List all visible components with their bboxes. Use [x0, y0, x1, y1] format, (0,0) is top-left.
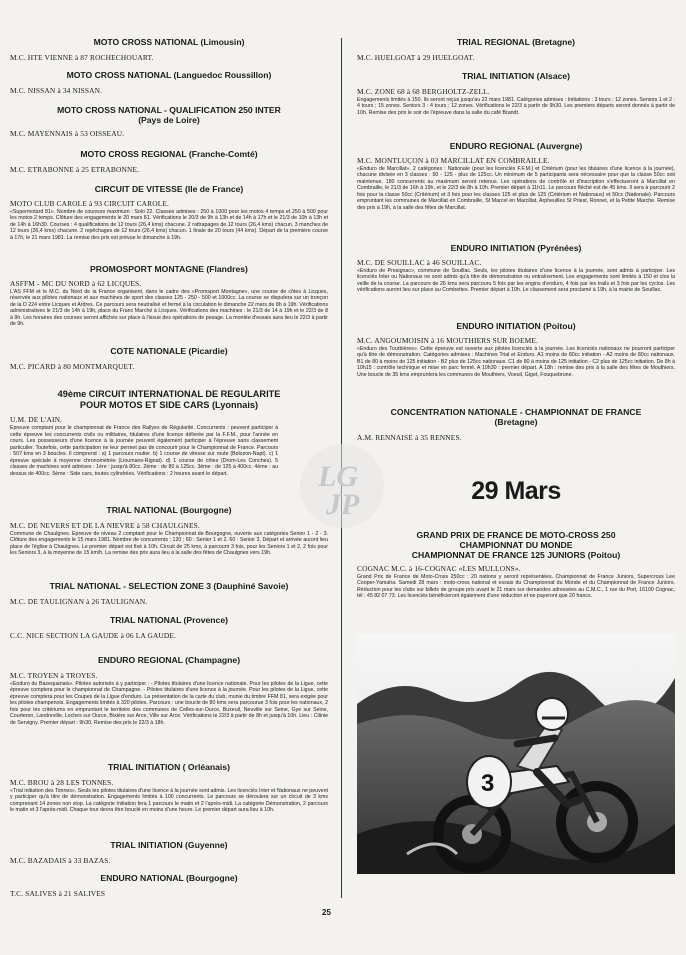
event-organizer: M.C. MONTLUÇON à 03 MARCILLAT EN COMBRAILLE.: [357, 155, 550, 165]
event-organizer: M.C. TROYEN à TROYES.: [10, 670, 98, 680]
svg-text:LG: LG: [318, 460, 358, 493]
event-organizer: C.C. NICE SECTION LA GAUDE à 06 LA GAUDE.: [10, 630, 177, 640]
watermark-stamp: [296, 440, 388, 532]
event-enduro-initiation-pyrenees: [357, 244, 675, 294]
event-organizer: T.C. SALIVES à 21 SALIVES: [10, 888, 106, 898]
event-cote-nationale: [10, 347, 328, 372]
event-moto-cross-regional: [10, 150, 328, 175]
motocross-rider-photo: [357, 634, 675, 874]
event-trial-national-bourgogne: [10, 506, 328, 557]
event-title: 49ème CIRCUIT INTERNATIONAL DE REGULARITE: [57, 389, 281, 399]
event-title: ENDURO REGIONAL (Champagne): [97, 655, 241, 665]
event-description: Epreuve comptant pour le championnat de France des Rallyes de Régularité. Concurrents : peuvent participer à cette épreuve les concurrents civils ou militaires, titulaires d'une licence délivrée par la F.F.M., pour l'année en cours. Les possesseurs d'une licence à la journée peuvent également participer à l'épreuve sans classement particulier. Toutefois, cette participation ne leur permet pas de concourir pour le Championnat de France. Parcours : 507 kms en 3 boucles. Il comprend : a) 1 parcours routier. b) 1 course de vitesse sur route (Bolozon-Napt). c) 1 épreuve spéciale à moyenne chronométrée (Lioumans-Rignat). d) 1 course de côtes (Drom-Les Conches). 5 classes de machines sont admises : 1ère : jusqu'à 80cc. 2ème : de 80 à 125cc. 3ème : de 125 à 400cc. 4ème : au dessus de 400cc. 5ème : Side cars, toutes cylindrées. Vérifications : 2 heures avant le départ.: [10, 425, 278, 477]
event-description: L'AS FFM et le M.C. du Nord de la France organisent, dans le cadre des «Promsport Montagne», une course de côtes à Licques, réservée aux pilotes nationaux et aux machines de sport des classes 125 - 250 - 500 et 1000cc. La course se disputera sur un tronçon de la D 224 entre Licques et Ardres. Ce parcours sera neutralisé et fermé à la circulation le dimanche 22 mars de 8h à 19h. Vérifications administratives le 21/3 de 14h à 19h, place du Franc Marché à Licques. Vérifications des machines : le 21/3 de 14 à 19h et le 22/3 de 8 à 9h. Les horaires des courses seront affichés sur place à l'issue des opérations de pesage. La montée d'essais aura lieu le 22/3 à partir de 9h.: [10, 288, 328, 328]
event-title: TRIAL NATIONAL (Bourgogne): [106, 505, 232, 515]
event-organizer: U.M. DE L'AIN.: [10, 415, 63, 425]
event-organizer: M.C. BROU à 28 LES TONNES.: [10, 777, 114, 787]
event-title: TRIAL INITIATION (Guyenne): [110, 840, 228, 850]
event-organizer: M.C. PICARD à 80 MONTMARQUET.: [10, 361, 135, 371]
event-title: TRIAL REGIONAL (Bretagne): [456, 37, 576, 47]
event-title: COTE NATIONALE (Picardie): [110, 346, 228, 356]
event-title: MOTO CROSS NATIONAL - QUALIFICATION 250 INTER: [57, 105, 281, 115]
event-organizer: M.C. ETRABONNE à 25 ETRABONNE.: [10, 164, 140, 174]
event-moto-cross-qualification: [10, 106, 328, 139]
event-organizer: M.C. NISSAN à 34 NISSAN.: [10, 85, 103, 95]
event-description: «Enduro des Tourbières». Cette épreuve est ouverte aux pilotes licenciés à la journée. Les licenciés nationaux ne pourront participer qu'à titre de démonstration. Catégories admises : Machines Trial et Enduro. A1 moins de 80cc initiation - A2 moins de 80cc nationaux. B1 de 80 à moins de 125 initiation - B2 plus de 125cc nationaux. C1 de 80 à moins de 125 initiation - C2 plus de 125cc initiation. De 8h à 10h15 : contrôle technique et mise en parc fermé. A 10h30 : premier départ. A 18h : remise des prix à la salle des fêtes de Mouthiers. Une boucle de 35 kms empruntera les communes de Mouthiers, Voeuil, Giget, Fouquebrune.: [357, 345, 675, 378]
event-subtitle: (Pays de Loire): [138, 114, 200, 125]
event-organizer: M.C. DE SOUILLAC à 46 SOUILLAC.: [357, 257, 482, 267]
event-trial-national-provence: [10, 616, 328, 641]
event-date-heading: 29 Mars: [471, 477, 561, 505]
event-title: CONCENTRATION NATIONALE - CHAMPIONNAT DE FRANCE: [390, 407, 642, 417]
page-number: 25: [322, 908, 331, 917]
event-subtitle: (Bretagne): [494, 416, 538, 427]
event-organizer: M.C. DE NEVERS ET DE LA NIEVRE à 58 CHAULGNES.: [10, 520, 200, 530]
event-title: ENDURO NATIONAL (Bourgogne): [100, 873, 238, 883]
event-title: MOTO CROSS NATIONAL (Limousin): [93, 37, 245, 47]
event-description: «Trial initiation des Tonnes». Seuls les pilotes titulaires d'une licence à la journée sont admis. Les licenciés Inter et Nationaux ne peuvent y participer qu'à titre de démonstration. Engagements limités à 100 concurrents. Le parcours se déroulera sur un circuit de 3 kms comprenant 14 zones non stop. La catégorie Initiation fera 1 parcours le matin et 2 l'après-midi. La catégorie Démonstration, 2 parcours le matin et 3 l'après-midi. Chaque tour devra être bouclé en moins d'une heure. Le premier départ aura lieu à 10h.: [10, 787, 328, 814]
event-description: Engagements limités à 150. Ils seront reçus jusqu'au 22 mars 1981. Catégories admises : Initiations : 3 tours ; 12 zones. Seniors 1 et 2 : 4 tours ; 15 zones. Seniors 3 : 4 tours ; 12 zones. Vérifications le 22/3 à partir de 9h30. Les premiers départs seront donnés à partir de 10h. Remise des prix le soir de l'épreuve dans la salle du café Brandt.: [357, 96, 675, 116]
event-description: «Enduro du Basequanais». Pilotes autorisés à y participer : - Pilotes titulaires d'une licence nationale. Pour les pilotes de la Ligue, cette épreuve comptera pour le championnat de Champagne. - Pilotes titulaires d'une licence à la journée. Pour les pilotes de la Ligue, cette épreuve comptera pour les Coupes de la Ligue d'enduro. La présentation de la carte du club, munie du timbre FFM 81, sera exigée pour les pilotes champenois. Engagements limités à 320 pilotes. Parcours : une boucle de 80 kms sera parcourue 3 fois pour les nationaux, 2 fois pour les critériums en empruntant le territoire des communes de Celles-sur-Ource, Buxeuil, Neuville sur Seine, Gye sur Seine, Courteron, Landreville, Loches sur Ource, Bixière sur Arce, Ville sur Arce. Vérifications le 22/3 à partir de 8h et jusqu'à 10h. Lieu : Cilinie de Servigny. Premier départ : 9h30. Remise des prix le 22/3 à 18h.: [10, 680, 328, 726]
event-title: ENDURO INITIATION (Pyrénées): [450, 243, 582, 253]
svg-text:JP: JP: [326, 488, 360, 521]
event-title: TRIAL INITIATION ( Orléanais): [108, 762, 230, 772]
event-description: «Enduro de Presignac», commune de Souillac. Seuls, les pilotes titulaires d'une licence à la journée, sont admis à participer. Les licenciés Inter ou Nationaux ne sont admis qu'à titre de démonstration ou entraînement. Les engagements sont limités à 150 et clos la veille de la course. La parcours de 26 kms sera parcouru 5 fois par les engins d'enduro, 4 fois par les trails et 3 fois par les cyclos. Les vérifications auront lieu sur place au Combettes. Premier départ à 10h. Le classement sera proclamé à 19h, à la mairie de Souillac.: [357, 267, 675, 294]
event-organizer: M.C. HTE VIENNE à 87 ROCHECHOUART.: [10, 52, 154, 62]
event-organizer: COGNAC M.C. à 16-COGNAC «LES MULLONS».: [357, 563, 521, 573]
event-title: ENDURO REGIONAL (Auvergne): [449, 141, 583, 151]
event-organizer: MOTO CLUB CAROLE à 93 CIRCUIT CAROLE.: [10, 198, 170, 208]
event-description: Commune de Chaulgnes. Epreuve de niveau 2 comptant pour le Championnat de Bourgogne, ouverte aux catégories Senior 1 - 2 - 3. Clôture des engagements le 15 mars 1981. Nombre de concurrents : 120 ; 60 : Senior 1 et 2. 60 : Senior 3. Départ et arrivée auront lieu place de l'église à Chaulgnes. Le premier départ est fixé à 10h. Circuit de 25 kms, à parcourir 3 fois, pour les Seniors 1 et 2, 2 fois pour les Seniors 3, à la moyenne de 15 km/h. La remise des prix aura lieu à la salle des fêtes de Chaulgnes vers 19h.: [10, 530, 328, 557]
event-organizer: M.C. DE TAULIGNAN à 26 TAULIGNAN.: [10, 596, 148, 606]
event-description: Grand Prix de France de Moto-Cross 250cc : 20 nations y seront représentées. Championnat de France Juniors, Supercross Lee Cooper-Yamaha. Samedi 28 mars : moto-cross national et essais du Championnat du Monde et du Championnat de France Juniors. Réduction pour les clubs sur billets de groupe prix avant le 21 mars sur demandes adressées au C.M.C., 1 rue du Port, 16100 Cognac, tél : 45 82 07 73. Les licenciés bénéficieront également d'une réduction et ne payeront que 20 francs.: [357, 573, 675, 599]
event-description: «Supermotard 81». Nombre de coureurs maximum : Solo 22. Classes admises : 250 à 1000 pour les motos 4 temps et 250 à 500 pour les motos 2 temps. Clôture des engagements le 20 mars 81. Vérifications le 20/3 de 9h à 13h et de 14h à 17h et le 21/3 de 10h à 13h et de 14h à 16h30. Courses : 4 qualifications de 12 tours (26,4 kms) chacune. 2 rattrapages de 12 tours (26,4 kms) chacun. 3 manches de 12 tours (26,4 kms) chacune. 2 repêchages de 12 tours (26,4 kms) chacun. 1 finale de 20 tours (44 kms). Départ de la première course à 17h, le 21 mars 1981. La remise des prix est prévue le dimanche à 19h.: [10, 208, 328, 241]
event-circuit-regularite: [10, 389, 328, 477]
event-title: ENDURO INITIATION (Poitou): [456, 321, 576, 331]
svg-text:3: 3: [481, 770, 495, 797]
event-organizer: M.C. HUELGOAT à 29 HUELGOAT.: [357, 52, 475, 62]
event-promosport-montagne: [10, 265, 328, 328]
event-enduro-regional-auvergne: [357, 142, 675, 211]
event-grand-prix-de-france: [357, 452, 675, 600]
event-subtitle: POUR MOTOS ET SIDE CARS (Lyonnais): [79, 399, 259, 410]
event-title: MOTO CROSS NATIONAL (Languedoc Roussillon): [66, 70, 272, 80]
event-moto-cross-limousin: [10, 38, 328, 63]
event-enduro-national-bourgogne: [10, 874, 328, 899]
event-description: «Enduro de Marcillat». 2 catégories : Nationale (pour les licenciés F.F.M.) et Critérium (pour les titulaires d'une licence à la journée), chacune divisée en 3 classes : 50 - 125 - plus de 125cc. Un minimum de 5 participants sera nécessaire pour que la classe 50cc soit maintenue. 180 concurrents au maximum seront retenus. Les opérations de contrôle et d'inscription s'effectueront à Marcillat en Combraille, le 21/3 de 16h à 19h, et le 22/3 de 8h à 10h. Premier départ à 11h11. Le parcours fléché est de 45 kms. Il sera à parcourir 2 fois pour la classe 50cc (Critérium) et 3 fois pour les classes 125 et plus de 125 (Critérium et Nationaux) et 50cc (Nationale). Parcours empruntant les communes de Marcillat en Combraille, St Marcel en Marcillat, Arpheuilles St Priest, Ronnet, et la Petite Marche. Remise des prix à 19h, à la salle des fêtes de Marcillat.: [357, 165, 675, 211]
event-trial-regional-bretagne: [357, 38, 675, 63]
event-subtitle-2: CHAMPIONNAT DE FRANCE 125 JUNIORS (Poitou): [411, 549, 621, 560]
event-organizer: ASFFM - MC DU NORD à 62 LICQUES.: [10, 278, 142, 288]
event-title: TRIAL INITIATION (Alsace): [461, 71, 571, 81]
event-organizer: A.M. RENNAISE à 35 RENNES.: [357, 432, 462, 442]
event-trial-selection-zone-3: [10, 582, 328, 607]
event-organizer: M.C. ZONE 68 à 68 BERGHOLTZ-ZELL.: [357, 86, 490, 96]
event-circuit-de-vitesse: [10, 185, 328, 241]
event-trial-initiation-guyenne: [10, 841, 328, 866]
event-organizer: M.C. MAYENNAIS à 53 OISSEAU.: [10, 128, 125, 138]
event-title: GRAND PRIX DE FRANCE DE MOTO-CROSS 250: [416, 530, 616, 540]
event-organizer: M.C. ANGOUMOISIN à 16 MOUTHIERS SUR BOEME.: [357, 335, 539, 345]
event-title: TRIAL NATIONAL - SELECTION ZONE 3 (Dauphiné Savoie): [49, 581, 289, 591]
event-trial-initiation-alsace: [357, 72, 675, 116]
event-moto-cross-languedoc: [10, 71, 328, 96]
event-enduro-initiation-poitou: [357, 322, 675, 378]
event-title: MOTO CROSS REGIONAL (Franche-Comté): [80, 149, 258, 159]
event-title: PROMOSPORT MONTAGNE (Flandres): [90, 264, 248, 274]
event-title: TRIAL NATIONAL (Provence): [110, 615, 228, 625]
event-trial-initiation-orleanais: [10, 763, 328, 814]
event-subtitle: CHAMPIONNAT DU MONDE: [459, 539, 573, 550]
event-title: CIRCUIT DE VITESSE (Ile de France): [94, 184, 244, 194]
event-enduro-regional-champagne: [10, 656, 328, 726]
event-concentration-nationale: [357, 408, 675, 443]
event-organizer: M.C. BAZADAIS à 33 BAZAS.: [10, 855, 111, 865]
